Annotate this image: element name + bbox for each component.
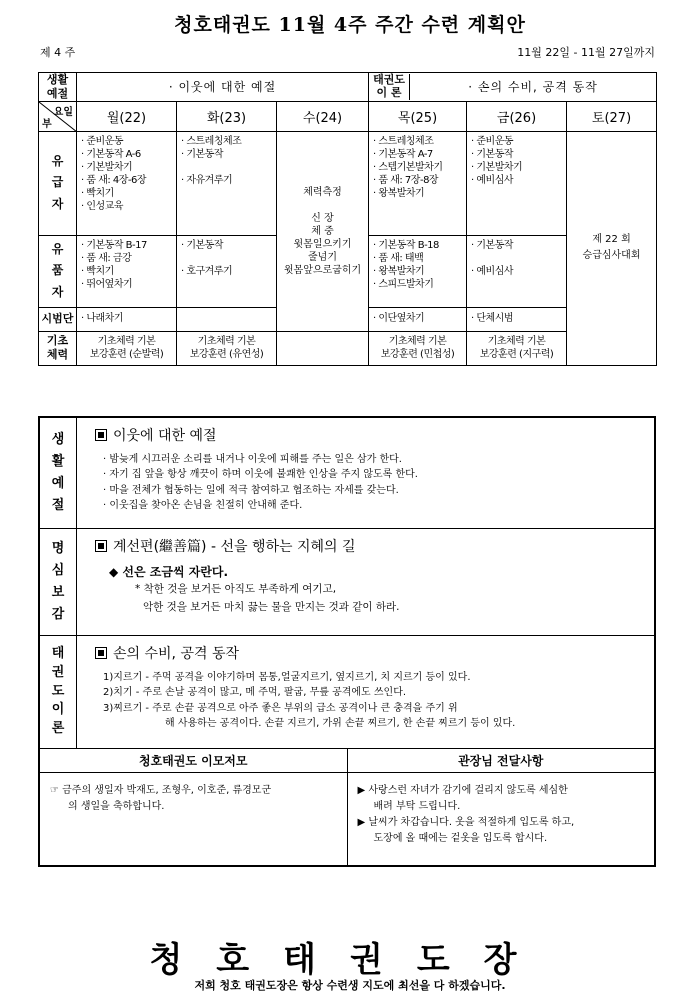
notice-line: ▶ 날씨가 차갑습니다. 옷을 적절하게 입도록 하고, — [357, 817, 575, 828]
cell-poom-mon: · 기본동작 B-17 · 품 새: 금강 · 빡치기 · 뛰어옆차기 — [77, 235, 177, 307]
corner-day-label: 요일 — [53, 106, 73, 118]
theory-item: 3)찌르기 - 주로 손끝 공격으로 아주 좋은 부위의 급소 공격이나 큰 충격을 주기 위 — [103, 702, 458, 714]
info-panel — [38, 416, 656, 867]
life-etiquette-label: 생활 예절 — [39, 73, 77, 102]
day-header-tue: 화(23) — [177, 101, 277, 131]
notice-heading: 관장님 전달사항 — [348, 749, 655, 773]
mind-subheading: ◆ 선은 조금씩 자란다. — [109, 564, 229, 579]
tkd-theory-topic: · 손의 수비, 공격 동작 — [468, 80, 598, 95]
dojang-slogan: 저희 청호 태권도장은 항상 수련생 지도에 최선을 다 하겠습니다. — [194, 979, 506, 992]
etiquette-item: · 마을 전체가 협동하는 일에 적극 참여하고 협조하는 자세를 갖는다. — [103, 484, 399, 496]
cell-basic-wed — [277, 331, 369, 365]
etiquette-item: · 자기 집 앞을 항상 깨끗이 하며 이웃에 불쾌한 인상을 주지 않도록 한다. — [103, 469, 418, 481]
news-line: 의 생일을 축하합니다. — [68, 801, 165, 812]
cell-demo-fri: · 단체시범 — [467, 307, 567, 331]
theory-item: 해 사용하는 공격이다. 손끝 지르기, 가위 손끝 찌르기, 한 손끝 찌르기 등이 있다. — [165, 718, 516, 730]
notice-line: 도장에 올 때에는 겉옷을 입도록 합시다. — [373, 833, 548, 844]
cell-basic-fri: 기초체력 기본 보강훈련 (지구력) — [467, 331, 567, 365]
etiquette-item: · 밤늦게 시끄러운 소리를 내거나 이웃에 피해를 주는 일은 삼가 한다. — [103, 453, 402, 465]
row-label-basic: 기초 체력 — [39, 331, 77, 365]
cell-wed-fitness-test: 체력측정 신 장 체 중 윗몸일으키기 줄넘기 윗몸앞으로굽히기 — [277, 131, 369, 331]
row-label-demo: 시범단 — [39, 307, 77, 331]
cell-basic-tue: 기초체력 기본 보강훈련 (유연성) — [177, 331, 277, 365]
cell-basic-thu: 기초체력 기본 보강훈련 (민첩성) — [369, 331, 467, 365]
cell-child-mon: · 준비운동 · 기본동작 A-6 · 기본발차기 · 품 새: 4장-6장 · 빡치기 · 인성교육 — [77, 131, 177, 235]
page-title: 청호태권도 11월 4주 주간 수련 계획안 — [174, 14, 526, 36]
tkd-theory-label: 태권도 이 론 — [369, 74, 410, 100]
dojang-name: 청호태권도장 — [149, 940, 551, 980]
etiquette-item: · 이웃집을 찾아온 손님을 친절히 안내해 준다. — [103, 500, 303, 512]
cell-demo-mon: · 나래차기 — [77, 307, 177, 331]
row-label-poom: 유 품 자 — [39, 235, 77, 307]
theory-heading: 손의 수비, 공격 동작 — [95, 644, 644, 666]
mind-side-label: 명 심 보 감 — [40, 529, 77, 635]
life-etiquette-topic: · 이웃에 대한 예절 — [77, 73, 369, 102]
day-header-sat: 토(27) — [567, 101, 657, 131]
notice-box — [347, 749, 655, 865]
corner-part-label: 부 — [42, 118, 52, 130]
news-heading: 청호태권도 이모저모 — [40, 749, 347, 773]
theory-side-label: 태 권 도 이 론 — [40, 636, 77, 748]
cell-child-tue: · 스트레칭체조 · 기본동작 · 자유겨루기 — [177, 131, 277, 235]
cell-child-fri: · 준비운동 · 기본동작 · 기본발차기 · 예비심사 — [467, 131, 567, 235]
theory-section — [40, 636, 654, 749]
cell-poom-thu: · 기본동작 B-18 · 품 새: 태백 · 왕복발차기 · 스피드발차기 — [369, 235, 467, 307]
date-range: 11월 22일 - 11월 27일까지 — [517, 46, 655, 59]
day-header-mon: 월(22) — [77, 101, 177, 131]
cell-poom-tue: · 기본동작 · 호구겨루기 — [177, 235, 277, 307]
cell-basic-mon: 기초체력 기본 보강훈련 (순발력) — [77, 331, 177, 365]
day-header-fri: 금(26) — [467, 101, 567, 131]
cell-child-thu: · 스트레칭체조 · 기본동작 A-7 · 스텝기본발차기 · 품 새: 7장-8장 · 왕복발차기 — [369, 131, 467, 235]
bottom-boxes — [40, 749, 654, 865]
mind-quote-1: * 착한 것을 보거든 아직도 부족하게 여기고, — [135, 583, 337, 596]
notice-line: 배려 부탁 드립니다. — [373, 801, 461, 812]
cell-poom-fri: · 기본동작 · 예비심사 — [467, 235, 567, 307]
notice-line: ▶ 사랑스런 자녀가 감기에 걸리지 않도록 세심한 — [357, 785, 568, 796]
theory-item: 2)치기 - 주로 손날 공격이 많고, 메 주먹, 팔굽, 무릎 공격에도 쓰인다. — [103, 687, 407, 699]
mind-quote-2: 악한 것을 보거든 마치 끓는 물을 만지는 것과 같이 하라. — [143, 601, 400, 614]
cell-demo-thu: · 이단옆차기 — [369, 307, 467, 331]
news-line: ☞ 금주의 생일자 박재도, 조형우, 이호준, 류경모군 — [50, 785, 272, 796]
day-part-corner — [39, 101, 77, 131]
day-header-thu: 목(25) — [369, 101, 467, 131]
day-header-wed: 수(24) — [277, 101, 369, 131]
square-bullet-icon — [95, 429, 107, 441]
weekly-schedule-table — [38, 72, 657, 366]
cell-sat-promotion-test: 제 22 회 승급심사대회 — [567, 131, 657, 365]
mind-heading: 계선편(繼善篇) - 선을 행하는 지혜의 길 — [95, 537, 644, 559]
square-bullet-icon — [95, 647, 107, 659]
tkd-theory-topic-row — [369, 73, 657, 102]
week-label: 제 4 주 — [40, 46, 76, 59]
etiquette-side-label: 생 활 예 절 — [40, 418, 77, 528]
etiquette-section — [40, 418, 654, 529]
row-label-child: 유 급 자 — [39, 131, 77, 235]
square-bullet-icon — [95, 540, 107, 552]
mind-section — [40, 529, 654, 636]
diamond-bullet-icon: ◆ — [109, 564, 123, 579]
etiquette-heading: 이웃에 대한 예절 — [95, 426, 644, 448]
news-box — [40, 749, 347, 865]
theory-item: 1)지르기 - 주먹 공격을 이야기하며 몸통,얼굴지르기, 옆지르기, 치 지르기 등이 있다. — [103, 671, 471, 683]
cell-demo-tue — [177, 307, 277, 331]
